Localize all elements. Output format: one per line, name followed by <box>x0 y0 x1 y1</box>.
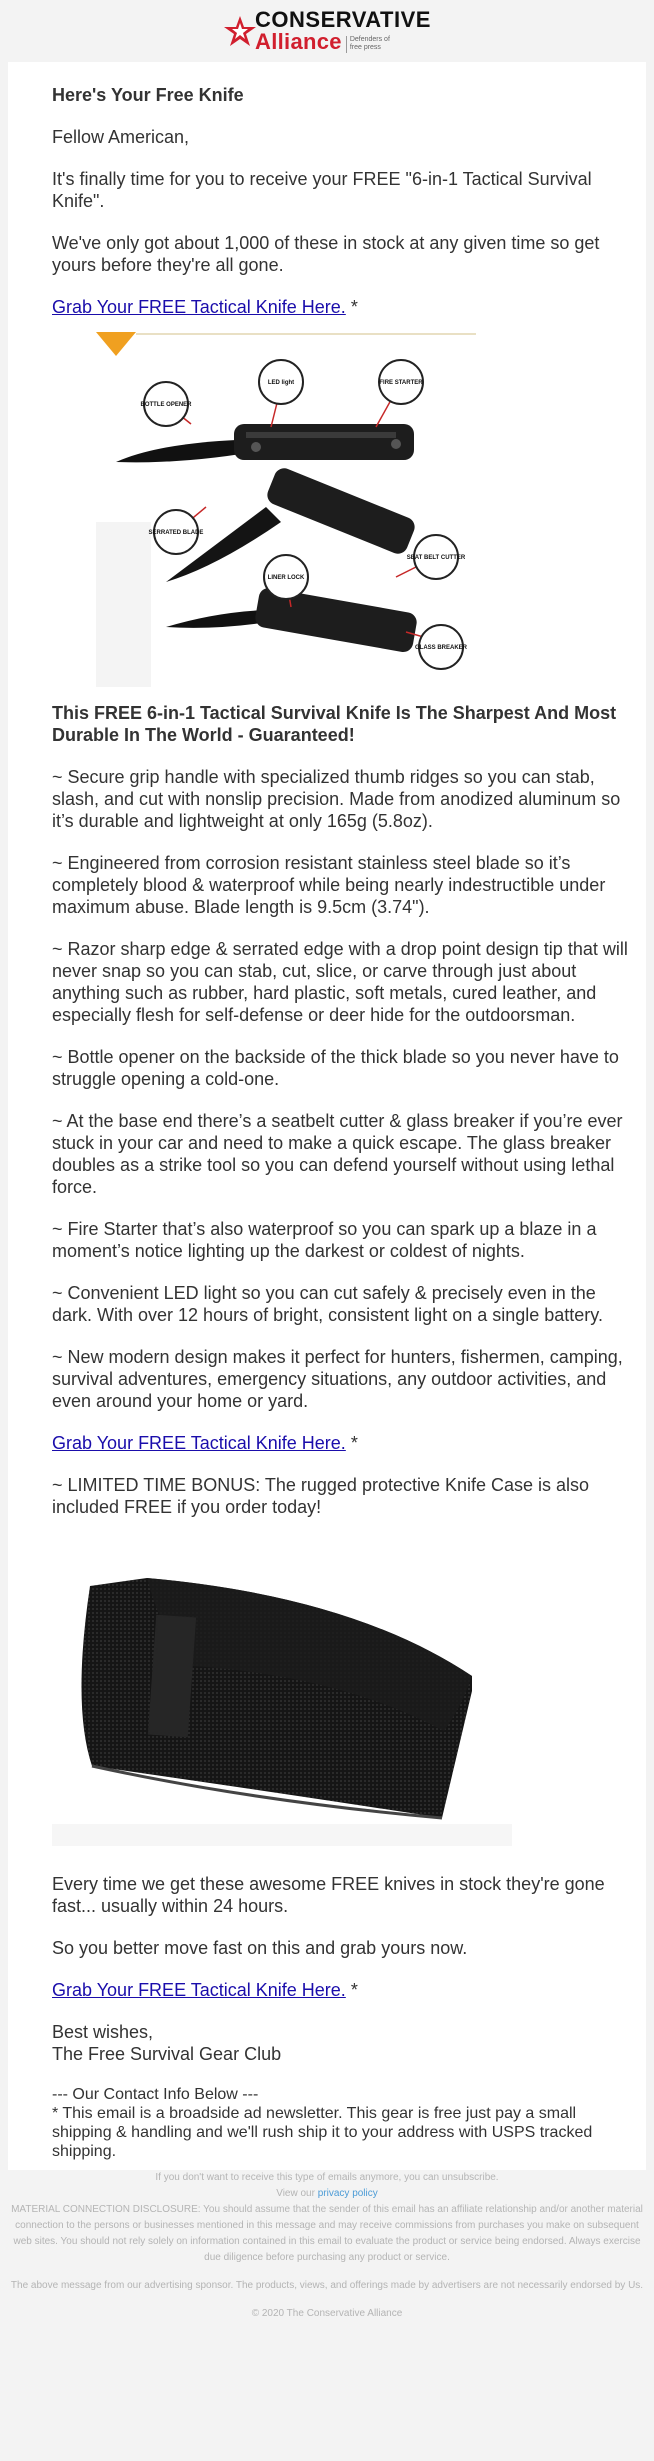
bonus-paragraph: ~ LIMITED TIME BONUS: The rugged protective Knife Case is also included FREE if you order today! <box>52 1475 590 1517</box>
signoff <box>52 2021 632 2065</box>
feature-seatbelt-cutter: ~ At the base end there’s a seatbelt cutter & glass breaker if you’re ever stuck in your car and need to make a quick escape. The glass breaker doubles as a strike tool so you can defend yourself without using lethal force. <box>52 1111 623 1197</box>
callout-led-light: LED light <box>267 380 295 386</box>
cta-paragraph-1 <box>52 296 632 318</box>
feature-bottle-opener: ~ Bottle opener on the backside of the thick blade so you never have to struggle opening a cold-one. <box>52 1047 619 1089</box>
sponsor-note: The above message from our advertising sponsor. The products, views, and offerings made by advertisers are not necessarily endorsed by Us. <box>10 2280 644 2291</box>
logo-tagline-line1: Defenders of <box>349 36 390 44</box>
feature-razor-edge: ~ Razor sharp edge & serrated edge with a drop point design tip that will never snap so you can stab, cut, slice, or carve through just about anything such as rubber, hard plastic, soft metals, cured leather, and especially flesh for self-defense or deer hide for the outdoorsman. <box>52 939 628 1025</box>
headline: This FREE 6-in-1 Tactical Survival Knife Is The Sharpest And Most Durable In The World - Guaranteed! <box>52 703 617 745</box>
logo-word-alliance: Alliance <box>255 29 342 54</box>
callout-fire-starter: FIRE STARTER <box>379 380 423 386</box>
unsubscribe-text[interactable]: If you don't want to receive this type of emails anymore, you can unsubscribe. <box>155 2172 499 2183</box>
logo-tagline <box>346 36 390 53</box>
logo-word-conservative: CONSERVATIVE <box>255 7 431 32</box>
cta-star-1: * <box>345 297 358 317</box>
tactical-knife-image[interactable] <box>96 332 476 687</box>
privacy-prefix: View our <box>276 2188 318 2199</box>
cta-paragraph-3 <box>52 1979 632 2001</box>
contact-block <box>52 2085 632 2161</box>
cta-star-3: * <box>345 1980 358 2000</box>
knife-case-image[interactable] <box>52 1556 512 1846</box>
privacy-policy-link[interactable]: privacy policy <box>317 2188 378 2199</box>
email-body-card <box>8 62 646 2170</box>
callout-bottle-opener: BOTTLE OPENER <box>140 402 192 408</box>
callout-glass-breaker: GLASS BREAKER <box>414 645 468 651</box>
conservative-alliance-logo[interactable] <box>223 9 431 53</box>
email-content <box>52 84 632 2181</box>
intro-paragraph: It's finally time for you to receive your FREE "6-in-1 Tactical Survival Knife". <box>52 169 592 211</box>
stock-fast-paragraph: Every time we get these awesome FREE knives in stock they're gone fast... usually within 24 hours. <box>52 1874 605 1916</box>
feature-led-light: ~ Convenient LED light so you can cut safely & precisely even in the dark. With over 12 hours of bright, consistent light on a single battery. <box>52 1283 603 1325</box>
feature-modern-design: ~ New modern design makes it perfect for hunters, fishermen, camping, survival adventures, emergency situations, any outdoor activities, and even around your home or yard. <box>52 1347 623 1411</box>
material-connection-disclosure: MATERIAL CONNECTION DISCLOSURE: You should assume that the sender of this email has an affiliate relationship and/or another material connection to the persons or businesses mentioned in this message and may receive commissions from purchases you make on subsequent web sites. You should not rely solely on information contained in this email to evaluate the product or service being endorsed. Always exercise due diligence before purchasing any product or service. <box>11 2204 643 2263</box>
callout-liner-lock: LINER LOCK <box>267 575 305 581</box>
greeting: Fellow American, <box>52 127 190 147</box>
move-fast-paragraph: So you better move fast on this and grab yours now. <box>52 1938 468 1958</box>
grab-knife-link-1[interactable]: Grab Your FREE Tactical Knife Here. <box>52 297 346 317</box>
callout-seat-belt-cutter: SEAT BELT CUTTER <box>406 555 466 561</box>
contact-header: --- Our Contact Info Below --- <box>52 2086 259 2103</box>
grab-knife-link-2[interactable]: Grab Your FREE Tactical Knife Here. <box>52 1433 346 1453</box>
logo-tagline-line2: free press <box>349 43 381 51</box>
cta-star-2: * <box>345 1433 358 1453</box>
email-header <box>0 0 654 62</box>
email-title: Here's Your Free Knife <box>52 85 244 105</box>
cta-paragraph-2 <box>52 1432 632 1454</box>
signoff-club: The Free Survival Gear Club <box>52 2044 282 2064</box>
copyright: © 2020 The Conservative Alliance <box>251 2308 403 2319</box>
broadside-disclaimer: * This email is a broadside ad newsletter. This gear is free just pay a small shipping & handling and we'll rush ship it to your address with USPS tracked shipping. <box>52 2105 593 2160</box>
grab-knife-link-3[interactable]: Grab Your FREE Tactical Knife Here. <box>52 1980 346 2000</box>
signoff-wishes: Best wishes, <box>52 2022 154 2042</box>
email-footer <box>0 2170 654 2334</box>
privacy-line <box>0 2186 654 2202</box>
feature-fire-starter: ~ Fire Starter that’s also waterproof so you can spark up a blaze in a moment’s notice lighting up the darkest or coldest of nights. <box>52 1219 597 1261</box>
stock-paragraph: We've only got about 1,000 of these in stock at any given time so get yours before they're all gone. <box>52 233 600 275</box>
feature-steel-blade: ~ Engineered from corrosion resistant stainless steel blade so it’s completely blood & waterproof while being nearly indestructible under maximum abuse. Blade length is 9.5cm (3.74"). <box>52 853 606 917</box>
feature-grip: ~ Secure grip handle with specialized thumb ridges so you can stab, slash, and cut with nonslip precision. Made from anodized aluminum so it’s durable and lightweight at only 165g (5.8oz). <box>52 767 621 831</box>
star-logo-icon <box>223 14 257 48</box>
callout-serrated-blade: SERRATED BLADE <box>148 530 204 536</box>
